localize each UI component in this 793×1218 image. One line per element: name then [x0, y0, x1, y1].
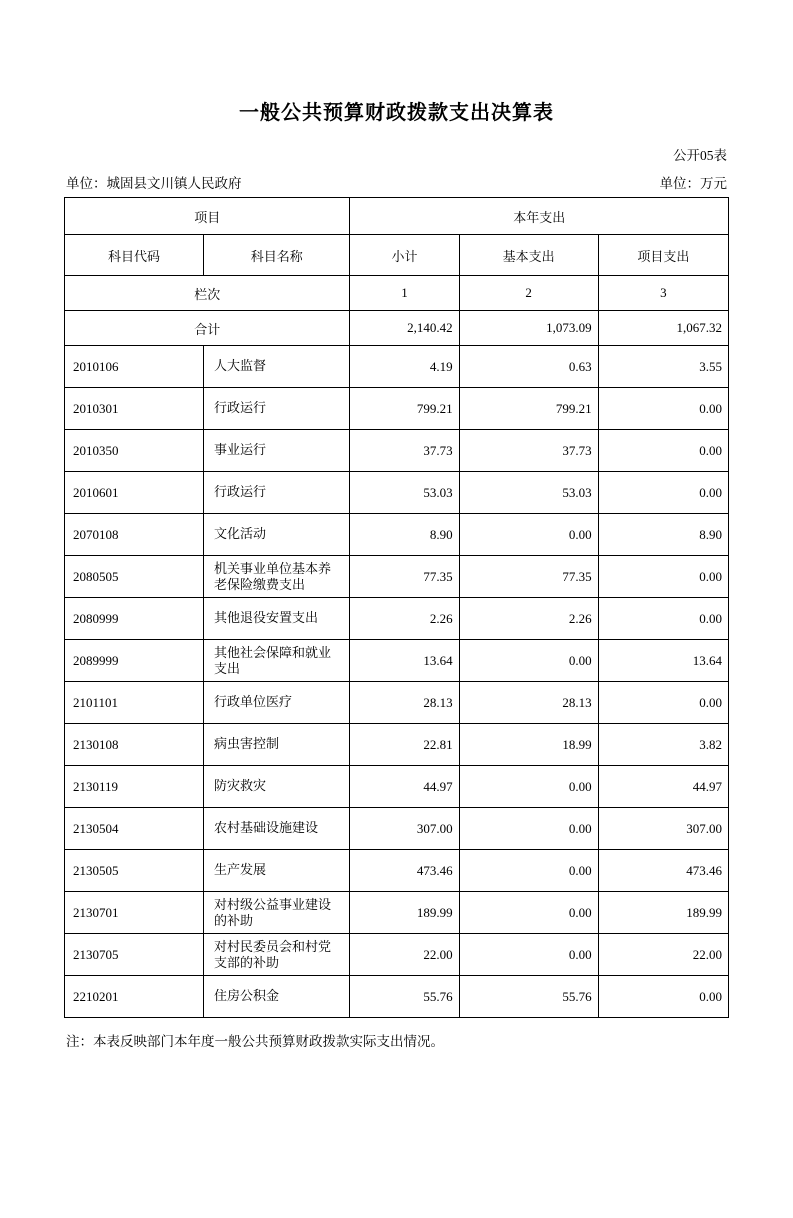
row-project: 0.00	[699, 610, 722, 626]
document-page	[0, 96, 793, 1218]
row-name-cell	[204, 892, 350, 934]
header-name-label: 科目名称	[250, 248, 303, 264]
row-basic: 0.00	[568, 904, 592, 920]
row-subtotal-cell	[350, 724, 459, 766]
row-project: 473.46	[686, 862, 722, 878]
table-row	[65, 766, 729, 808]
row-basic-cell	[459, 934, 598, 976]
lane-col1: 1	[401, 285, 408, 300]
row-basic: 28.13	[562, 694, 592, 710]
header-year-expense-label: 本年支出	[513, 209, 566, 225]
row-subtotal-cell	[350, 892, 459, 934]
table-row	[65, 682, 729, 724]
row-code: 2089999	[73, 652, 119, 668]
row-name-cell	[204, 766, 350, 808]
row-project: 0.00	[699, 694, 722, 710]
row-basic: 0.00	[568, 778, 592, 794]
row-name: 其他社会保障和就业支出	[214, 644, 332, 676]
row-name-cell	[204, 640, 350, 682]
row-code: 2130701	[73, 904, 119, 920]
row-name: 病虫害控制	[214, 736, 280, 752]
row-basic-cell	[459, 430, 598, 472]
row-code-cell	[65, 640, 204, 682]
row-subtotal: 22.00	[423, 946, 453, 962]
row-name-cell	[204, 976, 350, 1018]
row-basic-cell	[459, 892, 598, 934]
row-subtotal-cell	[350, 640, 459, 682]
table-row	[65, 472, 729, 514]
unit-name-label: 单位：城固县文川镇人民政府	[66, 176, 242, 191]
header-year-expense	[350, 198, 729, 235]
row-code: 2010106	[73, 358, 119, 374]
row-code-cell	[65, 556, 204, 598]
row-code: 2010350	[73, 442, 119, 458]
row-subtotal: 22.81	[423, 736, 453, 752]
row-project-cell	[598, 346, 728, 388]
header-subtotal	[350, 235, 459, 276]
row-name: 对村级公益事业建设的补助	[214, 896, 332, 928]
row-name-cell	[204, 556, 350, 598]
row-name-cell	[204, 682, 350, 724]
lane-col1-cell	[350, 276, 459, 311]
row-subtotal-cell	[350, 514, 459, 556]
total-project: 1,067.32	[676, 320, 722, 335]
row-subtotal-cell	[350, 850, 459, 892]
table-row	[65, 430, 729, 472]
header-name	[204, 235, 350, 276]
row-basic-cell	[459, 682, 598, 724]
table-row	[65, 934, 729, 976]
row-code-cell	[65, 976, 204, 1018]
row-name: 生产发展	[214, 862, 267, 878]
row-code: 2010301	[73, 400, 119, 416]
row-code-cell	[65, 934, 204, 976]
table-row	[65, 892, 729, 934]
row-code-cell	[65, 892, 204, 934]
row-subtotal-cell	[350, 346, 459, 388]
row-code: 2130119	[73, 778, 119, 794]
total-basic-cell	[459, 311, 598, 346]
table-row	[65, 724, 729, 766]
table-header-top-row	[65, 198, 729, 235]
table-footnote: 注：本表反映部门本年度一般公共预算财政拨款实际支出情况。	[66, 1034, 444, 1049]
row-basic: 77.35	[562, 568, 592, 584]
row-basic: 0.63	[568, 358, 592, 374]
row-subtotal-cell	[350, 430, 459, 472]
row-basic-cell	[459, 598, 598, 640]
row-code-cell	[65, 430, 204, 472]
row-project-cell	[598, 892, 728, 934]
row-subtotal-cell	[350, 934, 459, 976]
total-label-cell	[65, 311, 350, 346]
total-subtotal: 2,140.42	[407, 320, 453, 335]
row-code-cell	[65, 850, 204, 892]
row-code: 2130504	[73, 820, 119, 836]
row-name: 住房公积金	[214, 988, 280, 1004]
row-project: 307.00	[686, 820, 722, 836]
row-code: 2070108	[73, 526, 119, 542]
row-basic: 799.21	[555, 400, 592, 416]
row-subtotal-cell	[350, 766, 459, 808]
row-basic-cell	[459, 808, 598, 850]
header-project-label: 项目支出	[637, 248, 690, 264]
table-lane-row	[65, 276, 729, 311]
row-basic-cell	[459, 514, 598, 556]
row-code: 2080505	[73, 568, 119, 584]
row-subtotal-cell	[350, 976, 459, 1018]
row-subtotal: 307.00	[416, 820, 453, 836]
row-name: 其他退役安置支出	[214, 610, 319, 626]
table-row	[65, 598, 729, 640]
header-basic-label: 基本支出	[502, 248, 555, 264]
header-item-group-label: 项目	[194, 209, 221, 225]
row-basic-cell	[459, 556, 598, 598]
row-subtotal: 8.90	[429, 526, 453, 542]
row-code-cell	[65, 682, 204, 724]
row-name-cell	[204, 724, 350, 766]
row-code: 2010601	[73, 484, 119, 500]
row-basic: 0.00	[568, 946, 592, 962]
table-row	[65, 556, 729, 598]
row-project-cell	[598, 766, 728, 808]
row-subtotal-cell	[350, 682, 459, 724]
row-project: 22.00	[692, 946, 722, 962]
row-subtotal-cell	[350, 472, 459, 514]
header-code-label: 科目代码	[107, 248, 160, 264]
row-basic: 37.73	[562, 442, 592, 458]
row-project: 8.90	[699, 526, 722, 542]
row-code-cell	[65, 472, 204, 514]
row-subtotal: 44.97	[423, 778, 453, 794]
row-basic: 53.03	[562, 484, 592, 500]
row-code: 2101101	[73, 694, 119, 710]
row-subtotal: 53.03	[423, 484, 453, 500]
header-project	[598, 235, 728, 276]
row-subtotal-cell	[350, 598, 459, 640]
row-project-cell	[598, 682, 728, 724]
total-project-cell	[598, 311, 728, 346]
page-title: 一般公共预算财政拨款支出决算表	[239, 102, 554, 124]
row-project: 0.00	[699, 484, 722, 500]
row-basic: 0.00	[568, 862, 592, 878]
row-name: 农村基础设施建设	[214, 820, 319, 836]
lane-col3-cell	[598, 276, 728, 311]
table-row	[65, 850, 729, 892]
budget-expenditure-table	[64, 197, 729, 1018]
row-basic-cell	[459, 388, 598, 430]
row-project-cell	[598, 640, 728, 682]
row-subtotal: 28.13	[423, 694, 453, 710]
header-item-group	[65, 198, 350, 235]
row-name-cell	[204, 850, 350, 892]
table-row	[65, 346, 729, 388]
row-subtotal: 473.46	[416, 862, 453, 878]
row-name-cell	[204, 808, 350, 850]
row-name: 防灾救灾	[214, 778, 267, 794]
row-project: 3.55	[699, 358, 722, 374]
row-project-cell	[598, 556, 728, 598]
row-name-cell	[204, 514, 350, 556]
table-row	[65, 808, 729, 850]
row-basic: 18.99	[562, 736, 592, 752]
total-subtotal-cell	[350, 311, 459, 346]
row-project: 3.82	[699, 736, 722, 752]
row-name: 事业运行	[214, 442, 267, 458]
row-project-cell	[598, 514, 728, 556]
row-name: 行政运行	[214, 400, 267, 416]
row-name-cell	[204, 430, 350, 472]
row-code: 2130108	[73, 736, 119, 752]
row-code-cell	[65, 598, 204, 640]
row-name: 行政运行	[214, 484, 267, 500]
row-project-cell	[598, 472, 728, 514]
row-subtotal-cell	[350, 388, 459, 430]
table-row	[65, 976, 729, 1018]
row-subtotal: 77.35	[423, 568, 453, 584]
row-name-cell	[204, 598, 350, 640]
row-project: 0.00	[699, 442, 722, 458]
row-project-cell	[598, 934, 728, 976]
row-subtotal: 2.26	[429, 610, 453, 626]
row-project: 13.64	[692, 652, 722, 668]
row-basic-cell	[459, 850, 598, 892]
row-code-cell	[65, 724, 204, 766]
total-basic: 1,073.09	[546, 320, 592, 335]
row-name-cell	[204, 472, 350, 514]
row-name: 机关事业单位基本养老保险缴费支出	[214, 560, 332, 592]
row-subtotal-cell	[350, 808, 459, 850]
table-row	[65, 640, 729, 682]
row-project-cell	[598, 808, 728, 850]
row-code-cell	[65, 346, 204, 388]
row-subtotal-cell	[350, 556, 459, 598]
meta-row	[64, 172, 729, 192]
row-name-cell	[204, 388, 350, 430]
row-project: 189.99	[686, 904, 722, 920]
lane-col2-cell	[459, 276, 598, 311]
lane-label: 栏次	[194, 286, 221, 302]
row-code: 2130505	[73, 862, 119, 878]
row-name: 对村民委员会和村党支部的补助	[214, 938, 332, 970]
row-subtotal: 799.21	[416, 400, 453, 416]
table-header-sub-row	[65, 235, 729, 276]
row-subtotal: 55.76	[423, 988, 453, 1004]
row-subtotal: 189.99	[416, 904, 453, 920]
row-basic-cell	[459, 640, 598, 682]
row-name: 文化活动	[214, 526, 267, 542]
row-subtotal: 13.64	[423, 652, 453, 668]
table-total-row	[65, 311, 729, 346]
row-basic: 55.76	[562, 988, 592, 1004]
table-row	[65, 514, 729, 556]
row-basic-cell	[459, 724, 598, 766]
header-code	[65, 235, 204, 276]
row-name-cell	[204, 934, 350, 976]
lane-col3: 3	[660, 285, 667, 300]
row-code: 2210201	[73, 988, 119, 1004]
row-basic-cell	[459, 976, 598, 1018]
row-project-cell	[598, 388, 728, 430]
row-code-cell	[65, 514, 204, 556]
row-code: 2130705	[73, 946, 119, 962]
row-basic-cell	[459, 766, 598, 808]
form-code-label: 公开05表	[673, 148, 727, 163]
unit-measure-label: 单位：万元	[659, 176, 727, 191]
header-basic	[459, 235, 598, 276]
row-project-cell	[598, 598, 728, 640]
row-subtotal: 4.19	[429, 358, 453, 374]
row-subtotal: 37.73	[423, 442, 453, 458]
row-name: 行政单位医疗	[214, 694, 293, 710]
table-row	[65, 388, 729, 430]
row-basic-cell	[459, 472, 598, 514]
row-basic: 0.00	[568, 526, 592, 542]
lane-label-cell	[65, 276, 350, 311]
row-project: 0.00	[699, 568, 722, 584]
row-name: 人大监督	[214, 358, 267, 374]
row-project-cell	[598, 976, 728, 1018]
row-project-cell	[598, 724, 728, 766]
row-basic: 2.26	[568, 610, 592, 626]
row-project: 0.00	[699, 988, 722, 1004]
row-code: 2080999	[73, 610, 119, 626]
row-basic: 0.00	[568, 652, 592, 668]
row-name-cell	[204, 346, 350, 388]
header-subtotal-label: 小计	[391, 248, 418, 264]
row-code-cell	[65, 808, 204, 850]
row-project-cell	[598, 430, 728, 472]
total-label: 合计	[194, 321, 221, 337]
row-project: 0.00	[699, 400, 722, 416]
row-basic: 0.00	[568, 820, 592, 836]
row-code-cell	[65, 766, 204, 808]
row-project-cell	[598, 850, 728, 892]
lane-col2: 2	[525, 285, 532, 300]
row-basic-cell	[459, 346, 598, 388]
row-code-cell	[65, 388, 204, 430]
row-project: 44.97	[692, 778, 722, 794]
